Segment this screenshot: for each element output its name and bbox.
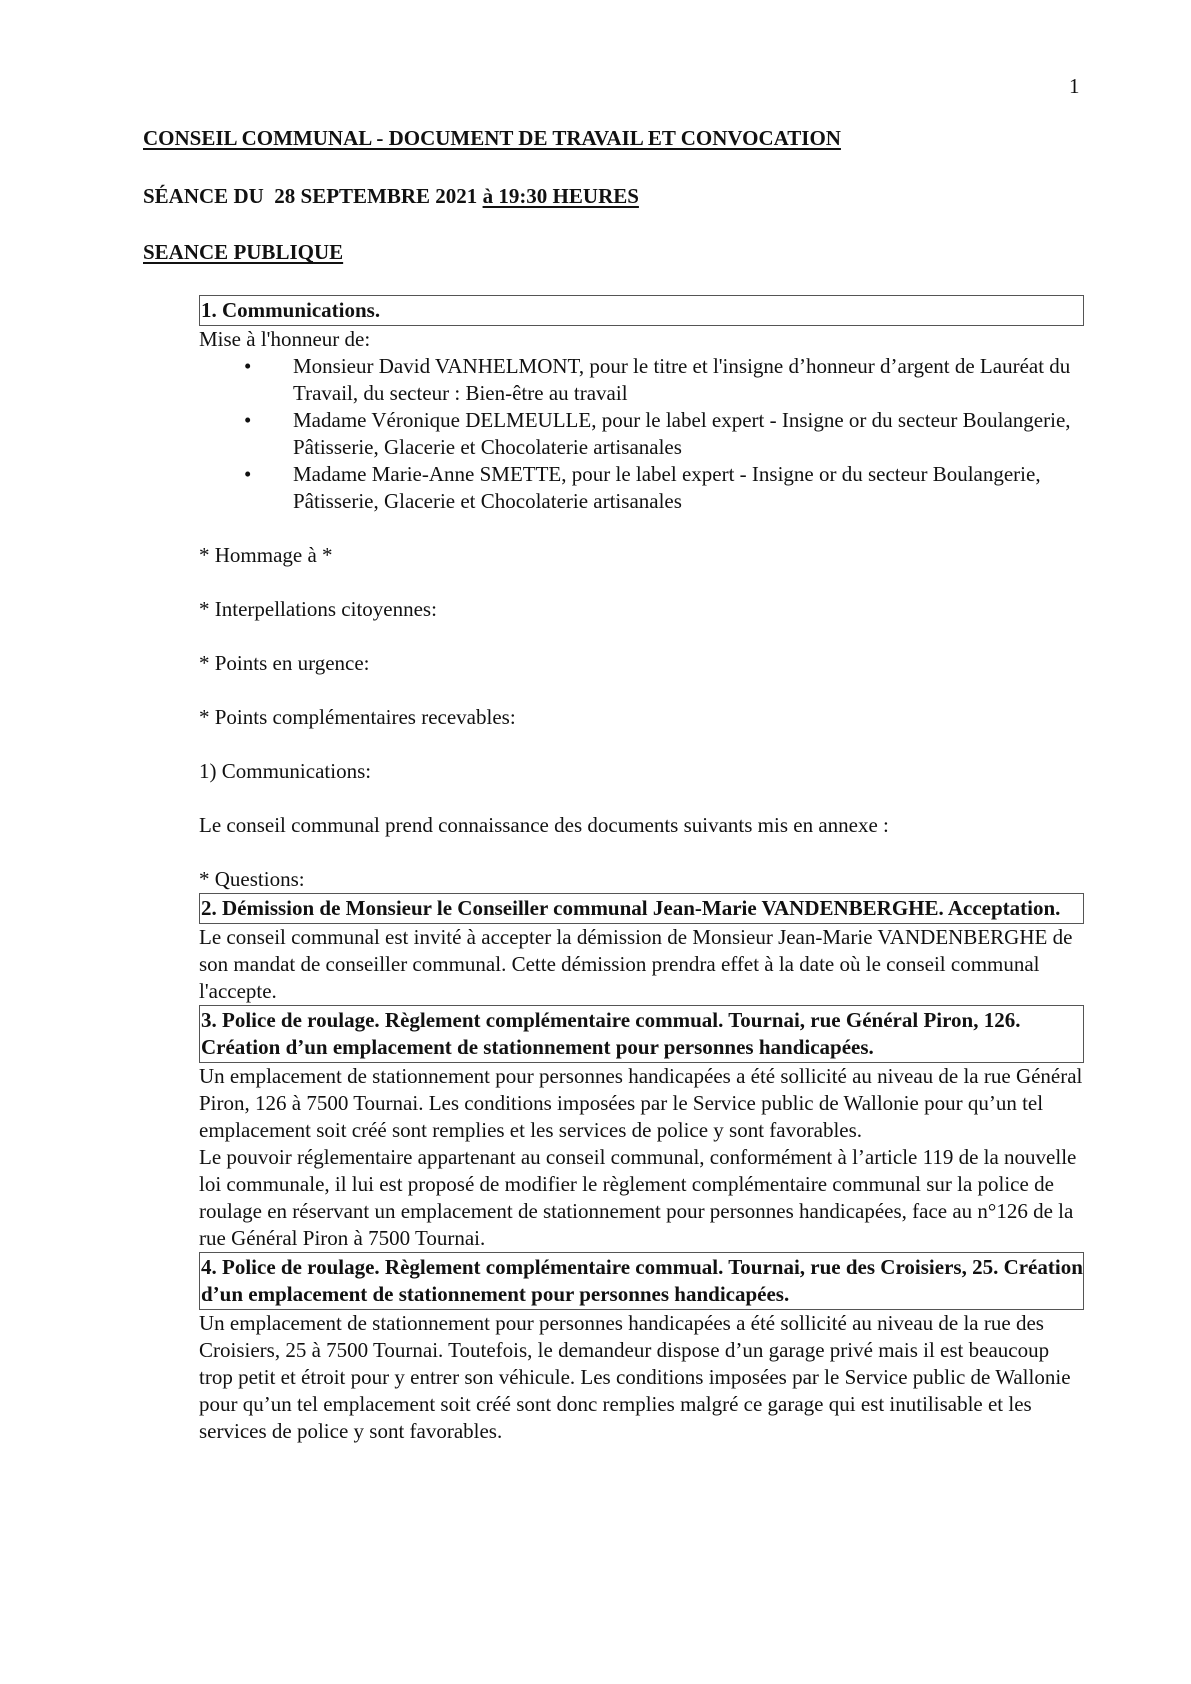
communications-label: 1) Communications: bbox=[199, 759, 372, 783]
honour-text: Monsieur David VANHELMONT, pour le titre et l'insigne d’honneur d’argent de Lauréat du Travail, du secteur : Bien-être au travail bbox=[293, 354, 1071, 405]
item4-title: 4. Police de roulage. Règlement complémentaire commual. Tournai, rue des Croisiers, 25. Création d’un emplacement de stationnement pour personnes handicapées. bbox=[201, 1255, 1083, 1306]
item2-title-box bbox=[199, 893, 1084, 924]
interpellations-line: * Interpellations citoyennes: bbox=[199, 597, 437, 621]
item3-text-2: Le pouvoir réglementaire appartenant au conseil communal, conformément à l’article 119 de la nouvelle loi communale, il lui est proposé de modifier le règlement complémentaire communal sur la police de roulage en réservant un emplacement de stationnement pour personnes handicapées, face au n°126 de la rue Général Piron à 7500 Tournai. bbox=[199, 1145, 1077, 1250]
complementaires-line: * Points complémentaires recevables: bbox=[199, 705, 516, 729]
communications-text: Le conseil communal prend connaissance des documents suivants mis en annexe : bbox=[199, 813, 889, 837]
document-title: CONSEIL COMMUNAL - DOCUMENT DE TRAVAIL ET CONVOCATION bbox=[143, 126, 841, 150]
questions-line: * Questions: bbox=[199, 867, 305, 891]
item1-title: 1. Communications. bbox=[201, 298, 381, 322]
urgences-line: * Points en urgence: bbox=[199, 651, 370, 675]
item1-title-box bbox=[199, 295, 1084, 326]
item3-title-box bbox=[199, 1005, 1084, 1063]
item3-text-1: Un emplacement de stationnement pour personnes handicapées a été sollicité au niveau de la rue Général Piron, 126 à 7500 Tournai. Les conditions imposées par le Service public de Wallonie pour qu’un tel emplacement soit créé sont remplies et les services de police y sont favorables. bbox=[199, 1064, 1083, 1142]
session-date bbox=[143, 184, 639, 209]
bullet-icon: • bbox=[244, 462, 252, 486]
session-date-prefix: SÉANCE DU 28 SEPTEMBRE 2021 bbox=[143, 184, 483, 208]
item3-title: 3. Police de roulage. Règlement complémentaire commual. Tournai, rue Général Piron, 126. Création d’un emplacement de stationnement pour personnes handicapées. bbox=[201, 1008, 1021, 1059]
session-time: à 19:30 HEURES bbox=[482, 184, 639, 208]
bullet-icon: • bbox=[244, 408, 252, 432]
honour-text: Madame Marie-Anne SMETTE, pour le label expert - Insigne or du secteur Boulangerie, Pâtisserie, Glacerie et Chocolaterie artisanales bbox=[293, 462, 1041, 513]
honour-item bbox=[199, 461, 1084, 515]
item2-title: 2. Démission de Monsieur le Conseiller communal Jean-Marie VANDENBERGHE. Acceptation. bbox=[201, 896, 1061, 920]
hommage-line: * Hommage à * bbox=[199, 543, 333, 567]
page-number: 1 bbox=[1069, 74, 1080, 98]
item4-text: Un emplacement de stationnement pour personnes handicapées a été sollicité au niveau de la rue des Croisiers, 25 à 7500 Tournai. Toutefois, le demandeur dispose d’un garage privé mais il est beaucoup trop petit et étroit pour y entrer son véhicule. Les conditions imposées par le Service public de Wallonie pour qu’un tel emplacement soit créé sont donc remplies malgré ce garage qui est inutilisable et les services de police y sont favorables. bbox=[199, 1311, 1071, 1443]
honour-text: Madame Véronique DELMEULLE, pour le label expert - Insigne or du secteur Boulangerie, Pâtisserie, Glacerie et Chocolaterie artisanales bbox=[293, 408, 1071, 459]
honour-item bbox=[199, 407, 1084, 461]
honour-item bbox=[199, 353, 1084, 407]
public-session-heading: SEANCE PUBLIQUE bbox=[143, 240, 344, 264]
honours-list bbox=[199, 353, 1084, 515]
agenda-content bbox=[199, 295, 1084, 1445]
bullet-icon: • bbox=[244, 354, 252, 378]
item1-intro: Mise à l'honneur de: bbox=[199, 327, 371, 351]
item2-text: Le conseil communal est invité à accepter la démission de Monsieur Jean-Marie VANDENBERGHE de son mandat de conseiller communal. Cette démission prendra effet à la date où le conseil communal l'accepte. bbox=[199, 925, 1073, 1003]
item4-title-box bbox=[199, 1252, 1084, 1310]
